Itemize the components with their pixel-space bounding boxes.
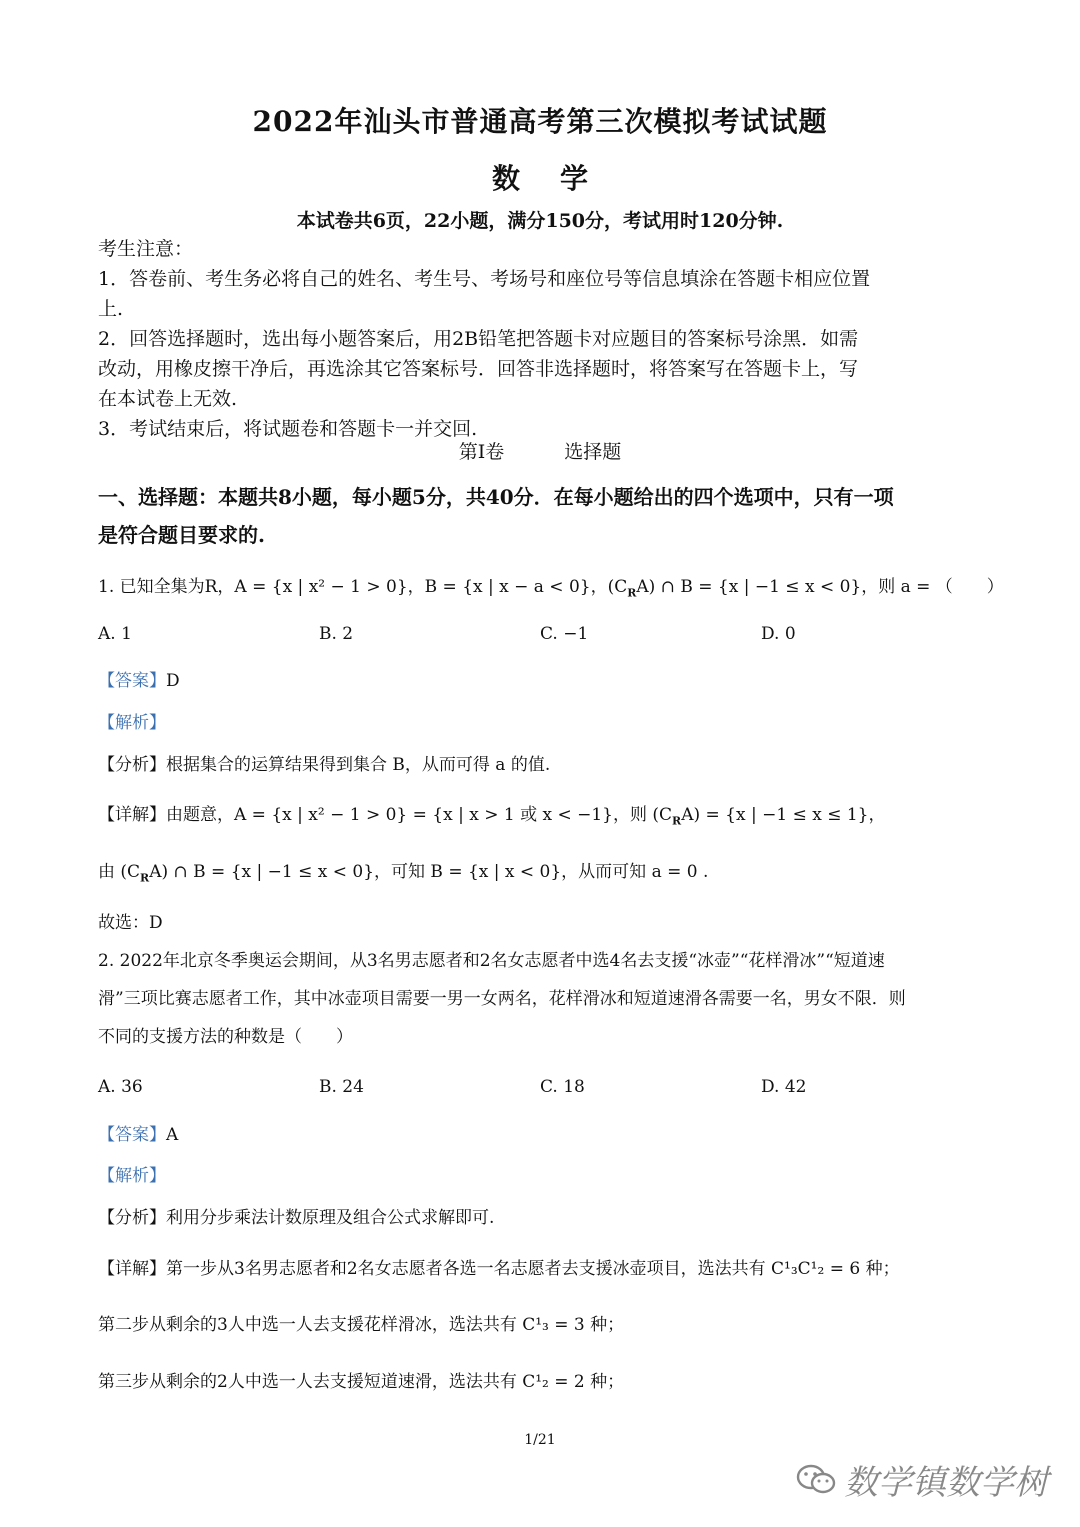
q2-choice-d: D. 42 [761, 1077, 807, 1097]
notes-line: 在本试卷上无效. [98, 388, 238, 410]
q1-answer: 【答案】D [98, 671, 180, 691]
q1-choice-c: C. −1 [540, 624, 589, 644]
exam-info: 本试卷共6页，22小题，满分150分，考试用时120分钟. [296, 210, 784, 232]
subject-title: 数学 [491, 162, 628, 195]
q2-choice-b: B. 24 [319, 1077, 364, 1097]
notes-line: 2．回答选择题时，选出每小题答案后，用2B铅笔把答题卡对应题目的答案标号涂黑．如需 [98, 328, 859, 350]
q2-stem-line: 不同的支援方法的种数是（ ） [98, 1027, 353, 1047]
exam-notes [98, 234, 988, 444]
q2-choice-a: A. 36 [98, 1077, 143, 1097]
q1-stem: 1. 已知全集为R，A = {x | x² − 1 > 0}，B = {x | x − a < 0}，$(C_RA)$ ∩ B = {x | −1 ≤ x < 0}，则 a = （ ） [98, 577, 1004, 600]
part-one-instructions [98, 478, 988, 554]
q1-choice-b: B. 2 [319, 624, 354, 644]
notes-heading: 考生注意： [98, 238, 194, 260]
notes-line: 1．答卷前、考生务必将自己的姓名、考生号、考场号和座位号等信息填涂在答题卡相应位置 [98, 268, 871, 290]
answer-tag: 【答案】 [98, 671, 166, 691]
q2-analysis-heading: 【解析】 [98, 1166, 166, 1186]
q2-step-3: 第三步从剩余的2人中选一人去支援短道速滑，选法共有 C¹₂ = 2 种； [98, 1372, 625, 1392]
notes-line: 3．考试结束后，将试题卷和答题卡一并交回. [98, 418, 478, 440]
q1-xiangjie-1: 【详解】由题意，A = {x | x² − 1 > 0} = {x | x > 1 或 x < −1}，则 $(C_RA) = \{x$ | −1 ≤ x ≤ 1}， [98, 805, 886, 828]
notes-line: 上. [98, 298, 124, 320]
section-name: 选择题 [564, 441, 622, 463]
section-volume: 第Ⅰ卷 [458, 441, 505, 463]
watermark-text: 数学镇数学树 [844, 1463, 1048, 1503]
page-number: 1/21 [524, 1432, 556, 1448]
wechat-icon [796, 1463, 836, 1497]
q2-stem-line: 滑”三项比赛志愿者工作，其中冰壶项目需要一男一女两名，花样滑冰和短道速滑各需要一名，男女不限．则 [98, 989, 906, 1009]
answer-tag: 【答案】 [98, 1125, 166, 1145]
q2-fenxi: 【分析】利用分步乘法计数原理及组合公式求解即可. [98, 1208, 495, 1228]
q2-stem [98, 942, 988, 1056]
q1-choice-a: A. 1 [98, 624, 132, 644]
watermark [796, 1455, 1048, 1504]
part-one-line: 是符合题目要求的. [98, 523, 265, 547]
q1-analysis-heading: 【解析】 [98, 713, 166, 733]
document-title: 2022年汕头市普通高考第三次模拟考试试题 [252, 105, 828, 138]
q2-step-2: 第二步从剩余的3人中选一人去支援花样滑冰，选法共有 C¹₃ = 3 种； [98, 1315, 625, 1335]
q1-select: 故选：D [98, 913, 163, 933]
part-one-line: 一、选择题：本题共8小题，每小题5分，共40分．在每小题给出的四个选项中，只有一项 [98, 485, 894, 509]
q2-answer: 【答案】A [98, 1125, 179, 1145]
q1-choice-d: D. 0 [761, 624, 796, 644]
section-heading [0, 437, 1080, 464]
q1-fenxi: 【分析】根据集合的运算结果得到集合 B，从而可得 a 的值. [98, 755, 551, 775]
notes-line: 改动，用橡皮擦干净后，再选涂其它答案标号．回答非选择题时，将答案写在答题卡上，写 [98, 358, 859, 380]
q2-stem-line: 2. 2022年北京冬季奥运会期间，从3名男志愿者和2名女志愿者中选4名去支援“冰壶”“花样滑冰”“短道速 [98, 951, 885, 971]
q2-choice-c: C. 18 [540, 1077, 585, 1097]
q1-xiangjie-2: 由 $(C_RA)$ ∩ B = {x | −1 ≤ x < 0}，可知 B = {x | x < 0}，从而可知 a = 0 . [98, 862, 709, 885]
q2-step-1: 【详解】第一步从3名男志愿者和2名女志愿者各选一名志愿者去支援冰壶项目，选法共有 C¹₃C¹₂ = 6 种； [98, 1259, 900, 1279]
